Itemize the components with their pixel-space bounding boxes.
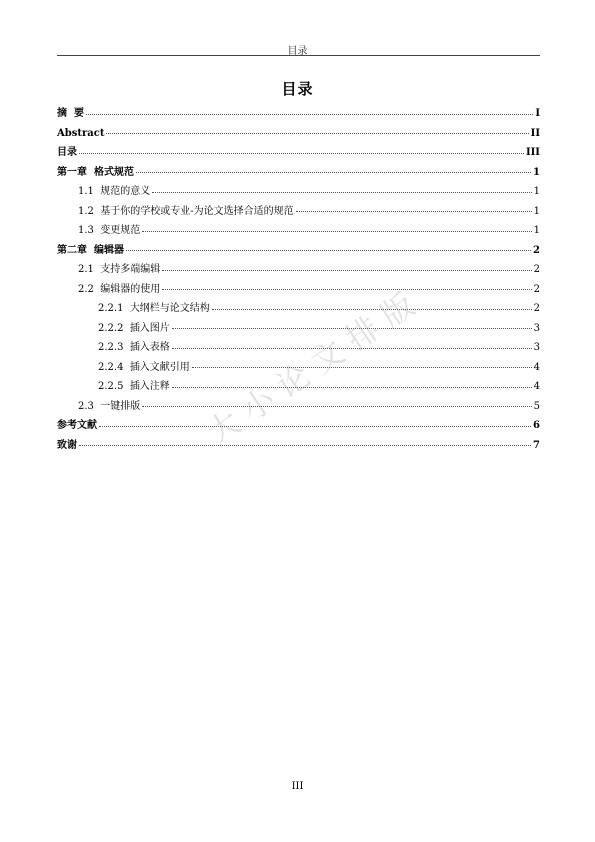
toc-entry-number: 致谢 (57, 439, 77, 451)
toc-entry[interactable] (57, 260, 540, 280)
toc-entry-number: 2.2.5 (98, 381, 130, 392)
toc-entry-number: 第二章 (57, 244, 94, 256)
toc-entry-number: 1.3 (78, 225, 101, 236)
toc-entry-number: 1.2 (78, 205, 101, 217)
toc-leader-dots (212, 309, 532, 310)
toc-entry-page: 4 (533, 381, 540, 392)
toc-entry-page: 1 (533, 225, 540, 236)
toc-entry-label: 插入注释 (129, 381, 170, 392)
toc-entry-label: 编辑器 (93, 244, 124, 256)
toc-entry-page: 7 (533, 439, 540, 451)
toc-entry-label: 插入文献引用 (129, 361, 190, 373)
toc-entry-number: 2.2.1 (98, 303, 130, 314)
toc-entry-number: 2.1 (78, 264, 101, 275)
toc-leader-dots (172, 387, 532, 388)
toc-entry-number: 2.2.3 (98, 342, 130, 353)
toc-entry-label: 插入图片 (129, 322, 170, 334)
toc-entry-page: 2 (533, 283, 540, 295)
toc-entry-number: 2.3 (78, 400, 101, 412)
toc-leader-dots (142, 406, 531, 407)
toc-entry-page: 5 (533, 400, 540, 412)
toc-leader-dots (136, 172, 531, 173)
toc-entry[interactable] (57, 377, 540, 397)
toc-entry-label: 支持多端编辑 (100, 264, 161, 275)
toc-entry-number: 目录 (57, 147, 77, 158)
toc-entry-number: 参考文献 (57, 420, 97, 431)
toc-leader-dots (162, 270, 531, 271)
toc-entry-page: 2 (533, 264, 540, 275)
toc-title: 目录 (281, 80, 314, 98)
toc-entry[interactable] (57, 280, 540, 300)
toc-leader-dots (172, 348, 532, 349)
toc-entry-label: 基于你的学校或专业-为论文选择合适的规范 (100, 205, 294, 217)
toc-entry[interactable] (57, 163, 540, 183)
toc-entry-page: I (535, 108, 540, 119)
toc-entry[interactable] (57, 202, 540, 222)
toc-entry[interactable] (57, 416, 540, 436)
toc-entry-label: 大纲栏与论文结构 (129, 303, 210, 314)
toc-entry[interactable] (57, 338, 540, 358)
toc-entry[interactable] (57, 182, 540, 202)
toc-entry-label: 插入表格 (129, 342, 170, 353)
page-number: III (291, 781, 304, 792)
toc-entry[interactable] (57, 104, 540, 124)
toc-entry-label: 一键排版 (100, 400, 141, 412)
toc-entry[interactable] (57, 143, 540, 163)
toc-leader-dots (296, 211, 532, 212)
toc-leader-dots (126, 250, 531, 251)
toc-entry-page: 4 (533, 361, 540, 373)
toc-entry-page: III (525, 147, 540, 158)
toc-entry[interactable] (57, 436, 540, 456)
toc-entry[interactable] (57, 397, 540, 417)
toc-entry-number: 2.2 (78, 283, 101, 295)
toc-leader-dots (152, 192, 531, 193)
toc-entry-label: 规范的意义 (100, 186, 151, 197)
toc-entry-page: 1 (533, 205, 540, 217)
toc-entry-page: 6 (533, 420, 540, 431)
toc-entry-page: 3 (533, 322, 540, 334)
toc-leader-dots (192, 367, 532, 368)
toc-entry-number: 2.2.2 (98, 322, 130, 334)
watermark: 大小论文排版 (199, 279, 430, 453)
toc-entry-page: 1 (533, 186, 540, 197)
toc-entry[interactable] (57, 319, 540, 339)
toc-leader-dots (172, 328, 532, 329)
toc-entry[interactable] (57, 221, 540, 241)
toc-leader-dots (162, 289, 531, 290)
toc-entry-number: 摘 要 (57, 108, 84, 119)
toc-leader-dots (99, 426, 531, 427)
toc-leader-dots (86, 114, 533, 115)
toc-entry[interactable] (57, 358, 540, 378)
toc-entry-label: 变更规范 (100, 225, 141, 236)
toc-entry-label: 编辑器的使用 (100, 283, 161, 295)
toc-entry-page: 2 (533, 303, 540, 314)
toc-entry-label: 格式规范 (93, 166, 134, 178)
toc-entry-page: 1 (533, 166, 540, 178)
toc-leader-dots (79, 445, 531, 446)
toc-entry[interactable] (57, 241, 540, 261)
toc-entry-number: 1.1 (78, 186, 101, 197)
toc-leader-dots (142, 231, 531, 232)
toc-entry-page: 3 (533, 342, 540, 353)
header-rule (57, 55, 540, 56)
toc-entry-page: II (530, 127, 540, 139)
table-of-contents (57, 104, 540, 455)
running-header: 目录 (287, 46, 308, 57)
toc-entry[interactable] (57, 299, 540, 319)
toc-entry-number: Abstract (57, 127, 105, 139)
toc-entry-number: 第一章 (57, 166, 94, 178)
toc-entry-page: 2 (533, 244, 540, 256)
toc-leader-dots (79, 153, 524, 154)
toc-entry[interactable] (57, 124, 540, 144)
toc-entry-number: 2.2.4 (98, 361, 130, 373)
toc-leader-dots (106, 133, 528, 134)
